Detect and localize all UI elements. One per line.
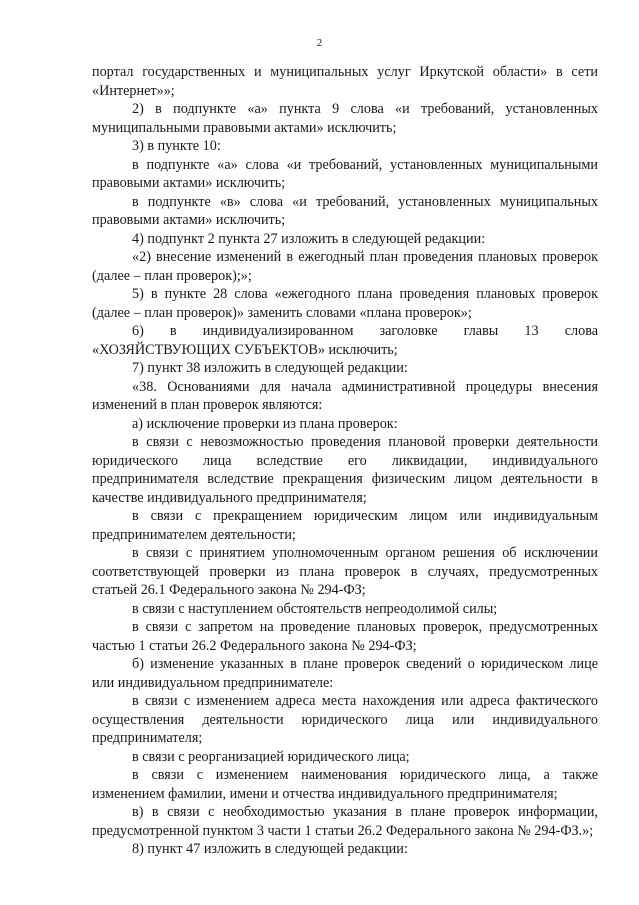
paragraph-sub-a: а) исключение проверки из плана проверок: (132, 415, 398, 432)
paragraph-sub-b: б) изменение указанных в плане проверок сведений о юридическом лице или индивидуальном предпринимателе: (92, 656, 598, 691)
paragraph-address-change: в связи с изменением адреса места нахождения или адреса фактического осуществления деятельности юридического лица или индивидуального предпринимателя; (92, 693, 598, 746)
paragraph-reorganization: в связи с реорганизацией юридического лица; (132, 748, 410, 765)
paragraph-portal-continuation: портал государственных и муниципальных услуг Иркутской области» в сети «Интернет»»; (92, 64, 598, 99)
paragraph-force-majeure: в связи с наступлением обстоятельств непреодолимой силы; (132, 600, 498, 617)
paragraph-item-4-text: «2) внесение изменений в ежегодный план проведения плановых проверок (далее – план проверок);»; (92, 249, 598, 284)
paragraph-item-3: 3) в пункте 10: (132, 138, 221, 154)
paragraph-item-8: 8) пункт 47 изложить в следующей редакции: (132, 841, 408, 857)
paragraph-item-5: 5) в пункте 28 слова «ежегодного плана проведения плановых проверок (далее – план проверок)» заменить словами «плана проверок»; (92, 286, 598, 321)
paragraph-item-2: 2) в подпункте «а» пункта 9 слова «и требований, установленных муниципальными правовыми актами» исключить; (92, 101, 598, 136)
paragraph-item-7: 7) пункт 38 изложить в следующей редакции: (132, 360, 408, 376)
paragraph-item-3-a: в подпункте «а» слова «и требований, установленных муниципальными правовыми актами» исключить; (92, 156, 598, 191)
paragraph-exclusion-decision: в связи с принятием уполномоченным органом решения об исключении соответствующей проверки из плана проверок в случаях, предусмотренных статьей 26.1 Федерального закона № 294-ФЗ; (92, 545, 598, 598)
paragraph-termination: в связи с прекращением юридическим лицом или индивидуальным предпринимателем деятельности; (92, 508, 598, 543)
paragraph-prohibition: в связи с запретом на проведение плановых проверок, предусмотренных частью 1 статьи 26.2 Федерального закона № 294-ФЗ; (92, 619, 598, 654)
paragraph-name-change: в связи с изменением наименования юридического лица, а также изменением фамилии, имени и отчества индивидуального предпринимателя; (92, 767, 598, 802)
page-number: 2 (316, 37, 323, 49)
paragraph-liquidation: в связи с невозможностью проведения плановой проверки деятельности юридического лица вследствие его ликвидации, индивидуального предпринимателя вследствие прекращения физическим лицом деятельности в качестве индивидуального предпринимателя; (92, 434, 598, 506)
paragraph-item-6: 6) в индивидуализированном заголовке главы 13 слова «ХОЗЯЙСТВУЮЩИХ СУБЪЕКТОВ» исключить; (92, 323, 598, 358)
paragraph-sub-v: в) в связи с необходимостью указания в плане проверок информации, предусмотренной пунктом 3 части 1 статьи 26.2 Федерального закона № 294-ФЗ.»; (92, 804, 598, 839)
document-body (92, 63, 598, 859)
paragraph-item-38: «38. Основаниями для начала административной процедуры внесения изменений в план проверок являются: (92, 378, 598, 413)
paragraph-item-3-v: в подпункте «в» слова «и требований, установленных муниципальных правовыми актами» исключить; (92, 193, 598, 228)
paragraph-item-4: 4) подпункт 2 пункта 27 изложить в следующей редакции: (132, 230, 486, 247)
